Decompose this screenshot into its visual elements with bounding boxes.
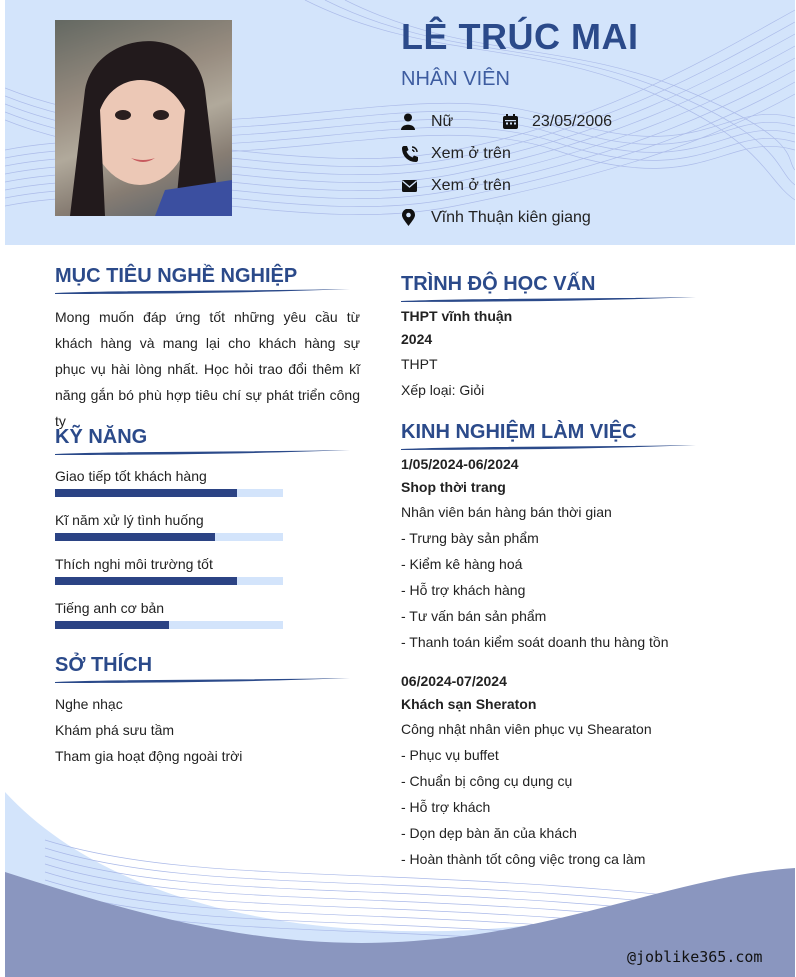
job-line: - Hỗ trợ khách: [401, 799, 491, 815]
candidate-name: LÊ TRÚC MAI: [401, 16, 639, 57]
education-title: TRÌNH ĐỘ HỌC VẤN: [401, 273, 596, 295]
candidate-role: NHÂN VIÊN: [401, 68, 510, 90]
gender-value: Nữ: [431, 113, 454, 130]
calendar-icon: [502, 113, 520, 131]
skill-bar: [55, 577, 283, 585]
job-company: Shop thời trang: [401, 479, 506, 495]
phone-value: Xem ở trên: [431, 145, 511, 162]
job-line: - Phục vụ buffet: [401, 747, 499, 763]
job-company: Khách sạn Sheraton: [401, 696, 537, 712]
skill-label: Kĩ năm xử lý tình huống: [55, 512, 204, 528]
map-pin-icon: [401, 209, 419, 227]
education-rank: Xếp loại: Giỏi: [401, 382, 485, 398]
hobbies-title: SỞ THÍCH: [55, 654, 153, 676]
education-level: THPT: [401, 356, 438, 372]
job-line: Công nhật nhân viên phục vụ Shearaton: [401, 721, 652, 737]
hobby-item: Tham gia hoạt động ngoài trời: [55, 748, 243, 764]
skill-label: Tiếng anh cơ bản: [55, 600, 165, 616]
education-year: 2024: [401, 331, 433, 347]
address-row: [401, 209, 591, 227]
birthdate-value: 23/05/2006: [532, 113, 613, 130]
experience-title-underline: [401, 444, 696, 452]
skill-bar: [55, 533, 283, 541]
job-period: 1/05/2024-06/2024: [401, 456, 519, 472]
job-line: - Chuẩn bị công cụ dụng cụ: [401, 773, 573, 789]
birthdate-row: [502, 113, 612, 131]
email-value: Xem ở trên: [431, 177, 511, 194]
hobby-item: Khám phá sưu tầm: [55, 722, 175, 738]
objective-title-underline: [55, 288, 350, 296]
education-school: THPT vĩnh thuận: [401, 308, 513, 324]
skill-bar: [55, 621, 283, 629]
gender-row: [401, 113, 453, 131]
job-line: - Hoàn thành tốt công việc trong ca làm: [401, 851, 646, 867]
skill-bar: [55, 489, 283, 497]
job-line: - Kiểm kê hàng hoá: [401, 556, 523, 572]
objective-text: Mong muốn đáp ứng tốt những yêu cầu từ khách hàng và mang lại cho khách hàng sự phục vụ hài lòng nhất. Học hỏi trao đổi thêm kĩ năng gắn bó phù hợp tiêu chí sự phát triển công ty: [55, 309, 360, 429]
experience-title: KINH NGHIỆM LÀM VIỆC: [401, 421, 637, 443]
hobbies-title-underline: [55, 677, 350, 685]
profile-photo: [55, 20, 232, 216]
objective-title: MỤC TIÊU NGHỀ NGHIỆP: [55, 265, 298, 287]
skill-bar-fill: [55, 533, 215, 541]
job-line: - Dọn dẹp bàn ăn của khách: [401, 825, 577, 841]
job-period: 06/2024-07/2024: [401, 673, 507, 689]
job-line: - Trưng bày sản phẩm: [401, 530, 539, 546]
watermark: @joblike365.com: [627, 948, 763, 966]
job-line: - Thanh toán kiểm soát doanh thu hàng tồn: [401, 634, 669, 650]
header-band: [5, 0, 795, 245]
job-line: - Hỗ trợ khách hàng: [401, 582, 526, 598]
user-icon: [401, 113, 419, 131]
skill-bar-fill: [55, 577, 237, 585]
education-title-underline: [401, 296, 696, 304]
envelope-icon: [401, 177, 419, 195]
hobby-item: Nghe nhạc: [55, 696, 123, 712]
address-value: Vĩnh Thuận kiên giang: [431, 209, 591, 226]
skills-title: KỸ NĂNG: [55, 426, 148, 448]
phone-row: [401, 145, 511, 163]
email-row: [401, 177, 511, 195]
job-line: - Tư vấn bán sản phẩm: [401, 608, 547, 624]
skill-label: Thích nghi môi trường tốt: [55, 556, 213, 572]
cv-page: [5, 0, 795, 977]
skill-bar-fill: [55, 489, 237, 497]
skill-bar-fill: [55, 621, 169, 629]
phone-icon: [401, 145, 419, 163]
skills-title-underline: [55, 449, 350, 457]
skill-label: Giao tiếp tốt khách hàng: [55, 468, 207, 484]
job-line: Nhân viên bán hàng bán thời gian: [401, 504, 612, 520]
